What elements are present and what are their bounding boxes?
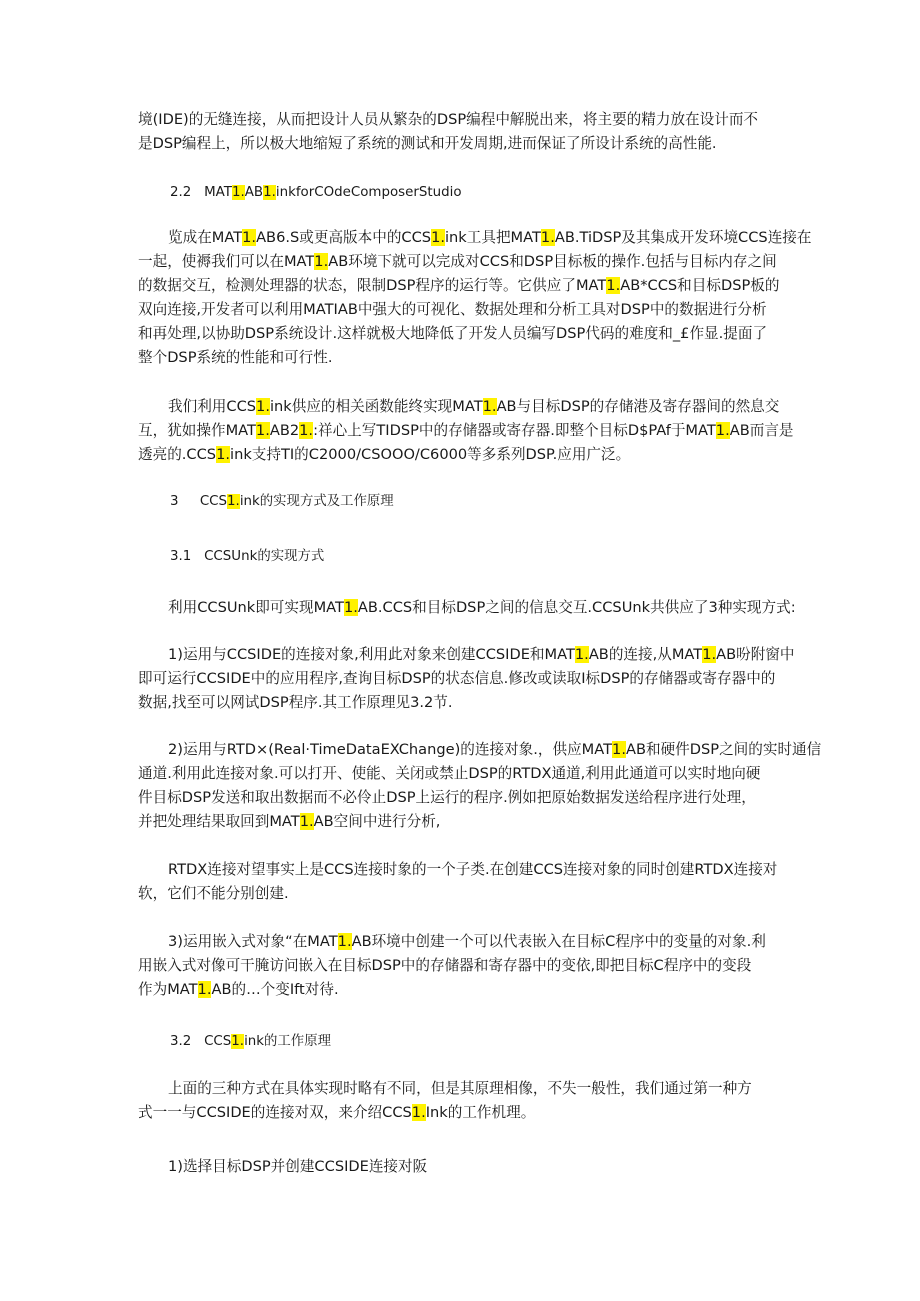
paragraph-ccslink-overview — [138, 226, 812, 370]
heading-number: 3.2 — [170, 1034, 192, 1049]
text-line — [138, 810, 758, 834]
text-run: AB的连接,从MAT — [588, 646, 703, 663]
text-run: AB空间中进行分析, — [313, 813, 441, 830]
highlight: 1. — [337, 933, 352, 950]
heading-number: 3.1 — [170, 549, 192, 564]
heading-number: 2.2 — [170, 185, 192, 200]
text-run: 1)运用与CCSIDE的连接对象,利用此对象来创建CCSIDE和MAT — [168, 646, 575, 663]
text-run: ink工具把MAT — [445, 229, 541, 246]
highlight: 1. — [314, 253, 329, 270]
text-run: AB2 — [269, 422, 300, 439]
paragraph-intro — [138, 108, 758, 156]
text-line — [138, 419, 794, 443]
text-line: 软，它们不能分别创建. — [138, 885, 289, 902]
text-line: 双向连接,开发者可以利用MATIAB中强大的可视化、数据处理和分析工具对DSP中的数据进行分析 — [138, 301, 767, 318]
highlight: 1. — [299, 813, 314, 830]
highlight: 1. — [574, 646, 589, 663]
heading-text: MAT — [204, 185, 232, 200]
paragraph-rtdx-note — [138, 858, 778, 906]
text-line: 数据,找至可以网试DSP程序.其工作原理见3.2节. — [138, 694, 453, 711]
text-run: 并把处理结果取回到MAT — [138, 813, 300, 830]
text-line — [138, 250, 777, 274]
paragraph-method-1 — [138, 643, 795, 715]
text-line: 用嵌入式对像可干腌访问嵌入在目标DSP中的存储器和寄存器中的变依,即把目标C程序中的变段 — [138, 957, 752, 974]
text-line: 上面的三种方式在具体实现时略有不同，但是其原理相像，不失一般性，我们通过第一种方 — [168, 1080, 752, 1097]
text-line — [138, 738, 822, 762]
highlight: 1. — [411, 1104, 426, 1121]
text-line: 和再处理,以协助DSP系统设计.这样就极大地降低了开发人员编写DSP代码的难度和_£作显.提面了 — [138, 325, 768, 342]
highlight: 1. — [702, 646, 717, 663]
text-line — [138, 930, 766, 954]
text-run: AB和硬件DSP之间的实时通信 — [625, 741, 822, 758]
highlight: 1. — [431, 229, 445, 246]
text-line: 整个DSP系统的性能和可行性. — [138, 349, 333, 366]
text-run: 览成在MAT — [168, 229, 243, 246]
heading-text: CCS — [204, 1034, 232, 1049]
text-run: AB6.S或更高版本中的CCS — [256, 229, 432, 246]
text-run: 式一一与CCSIDE的连接对双，来介绍CCS — [138, 1104, 412, 1121]
text-run: 的数据交互，检测处理器的状态，限制DSP程序的运行等。它供应了 — [138, 277, 576, 294]
section-heading-2-2 — [170, 183, 790, 203]
highlight: 1. — [606, 277, 621, 294]
heading-text: ink的实现方式及工作原理 — [239, 494, 394, 509]
heading-number: 3 — [170, 494, 179, 509]
paragraph-working-principle — [138, 1077, 758, 1125]
text-line: 1)选择目标DSP并创建CCSIDE连接对阪 — [168, 1158, 428, 1175]
text-line — [168, 596, 796, 620]
highlight: 1. — [231, 1034, 245, 1049]
text-run: MAT — [575, 277, 607, 294]
text-line — [138, 978, 758, 1002]
highlight: 1. — [299, 422, 314, 439]
text-run: AB吩附窗中 — [716, 646, 795, 663]
text-line: 即可运行CCSIDE中的应用程序,查询目标DSP的状态信息.修改或读取I标DSP的存储器或寄存器中的 — [138, 670, 776, 687]
text-run: AB.TiDSP及其集成开发环境CCS连接在 — [554, 229, 812, 246]
text-line — [138, 274, 780, 298]
text-line — [138, 643, 795, 667]
text-run: AB而言是 — [729, 422, 794, 439]
text-run: AB的…个变Ift对待. — [211, 981, 339, 998]
highlight: 1. — [482, 398, 497, 415]
highlight: 1. — [256, 398, 270, 415]
section-heading-3-2 — [170, 1032, 790, 1052]
text-run: AB*CCS和目标DSP板的 — [620, 277, 780, 294]
text-run: 一起，使褥我们可以在MAT — [138, 253, 315, 270]
text-line: 件目标DSP发送和取出数据而不必伶止DSP上运行的程序.例如把原始数据发送给程序进行处理， — [138, 789, 756, 806]
text-run: 3)运用嵌入式对象“在MAT — [168, 933, 338, 950]
highlight: 1. — [715, 422, 730, 439]
text-run: 我们利用CCS — [168, 398, 257, 415]
highlight: 1. — [231, 185, 245, 200]
text-run: AB环境下就可以完成对CCS和DSP目标板的操作.包括与目标内存之间 — [328, 253, 777, 270]
section-heading-3-1 — [170, 547, 790, 567]
paragraph-three-methods — [168, 596, 796, 620]
text-run: 利用CCSUnk即可实现MAT — [168, 599, 344, 616]
text-run: 互，犹如操作MAT — [138, 422, 256, 439]
text-run: 2)运用与RTD×(Real·TimeDataEXChange)的连接对象.，供应MAT — [168, 741, 613, 758]
text-line — [138, 1101, 758, 1125]
highlight: 1. — [242, 229, 257, 246]
text-run: :祥心上写TIDSP中的存储器或寄存器.即整个目标D$PAf于MAT — [313, 422, 716, 439]
text-run: AB与目标DSP的存储港及寄存器间的然息交 — [496, 398, 780, 415]
highlight: 1. — [263, 185, 276, 200]
highlight: 1. — [255, 422, 270, 439]
heading-text: CCS — [199, 494, 228, 509]
heading-text: CCSUnk的实现方式 — [204, 549, 325, 564]
text-run: AB.CCS和目标DSP之间的信息交互.CCSUnk共供应了3种实现方式: — [357, 599, 796, 616]
text-run: ink支持TI的C2000/CSOOO/C6000等多系列DSP.应用广泛。 — [230, 446, 631, 463]
text-line — [138, 395, 780, 419]
highlight: 1. — [216, 446, 231, 463]
text-run: 作为MAT — [138, 981, 198, 998]
section-heading-3 — [170, 492, 790, 512]
heading-text: ink的工作原理 — [244, 1034, 331, 1049]
text-run: Ink的工作机理。 — [425, 1104, 536, 1121]
highlight: 1. — [197, 981, 212, 998]
text-line: 境(IDE)的无缝连接，从而把设计人员从繁杂的DSP编程中解脱出来，将主要的精力放在设计而不 — [138, 111, 759, 128]
paragraph-ccslink-functions — [138, 395, 794, 467]
paragraph-step-1 — [168, 1155, 788, 1179]
heading-text: inkforCOdeComposerStudio — [275, 185, 462, 200]
paragraph-method-3 — [138, 930, 766, 1002]
text-run: 透亮的.CCS — [138, 446, 217, 463]
text-line — [138, 443, 758, 467]
text-run: AB环境中创建一个可以代表嵌入在目标C程序中的变量的对象.利 — [351, 933, 766, 950]
text-run: ink供应的相关函数能终实现MAT — [269, 398, 483, 415]
highlight: 1. — [612, 741, 626, 758]
heading-text: AB — [244, 185, 264, 200]
text-line — [138, 226, 812, 250]
text-line: 通道.利用此连接对象.可以打开、使能、关闭或禁止DSP的RTDX通道,利用此通道可以实时地向硬 — [138, 765, 761, 782]
highlight: 1. — [227, 494, 240, 509]
highlight: 1. — [540, 229, 555, 246]
text-line: RTDX连接对望事实上是CCS连接时象的一个子类.在创建CCS连接对象的同时创建RTDX连接对 — [168, 861, 778, 878]
highlight: 1. — [343, 599, 358, 616]
text-line: 是DSP编程上，所以极大地缩短了系统的测试和开发周期,进而保证了所设计系统的高性能. — [138, 135, 717, 152]
paragraph-method-2 — [138, 738, 822, 834]
